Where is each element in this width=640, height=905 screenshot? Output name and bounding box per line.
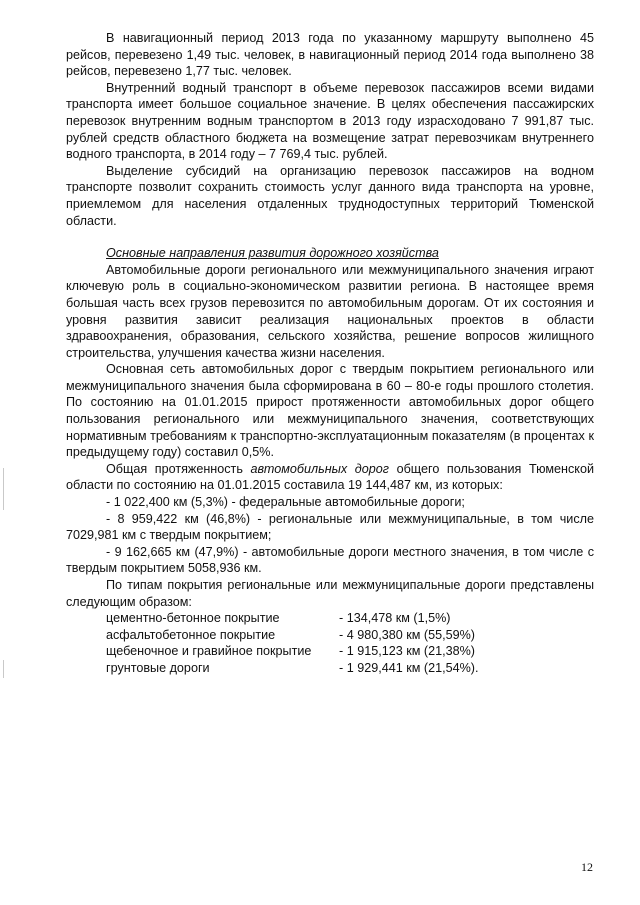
table-row [106, 627, 479, 644]
document-page [66, 30, 594, 677]
coverage-label: щебеночное и гравийное покрытие [106, 644, 312, 659]
coverage-label: асфальтобетонное покрытие [106, 627, 276, 642]
list-item-federal: - 1 022,400 км (5,3%) - федеральные автомобильные дороги; [106, 495, 465, 510]
table-row [106, 660, 479, 677]
list-item-regional: - 8 959,422 км (46,8%) - региональные или межмуниципальные, в том числе 7029,981 км с твердым покрытием; [66, 511, 594, 543]
total-length-text-start: Общая протяженность [106, 461, 251, 476]
paragraph-water-transport: Внутренний водный транспорт в объеме перевозок пассажиров всеми видами транспорта имеет большое социальное значение. В целях обеспечения пассажирских перевозок внутренним водным транспортом в 2013 году израсходовано 7 991,87 тыс. рублей средств областного бюджета на возмещение затрат перевозчикам внутреннего водного транспорта, в 2014 году – 7 769,4 тыс. рублей. [66, 80, 594, 162]
page-number: 12 [581, 860, 593, 874]
paragraph-total-length [66, 461, 594, 494]
coverage-value: - 4 980,380 км (55,59%) [339, 627, 475, 642]
coverage-label: грунтовые дороги [106, 660, 210, 675]
paragraph-subsidies: Выделение субсидий на организацию перевозок пассажиров на водном транспорте позволит сохранить стоимость услуг данного вида транспорта на уровне, приемлемом для населения отдаленных труднодоступных территорий Тюменской области. [66, 163, 594, 228]
paragraph-navigation-period: В навигационный период 2013 года по указанному маршруту выполнено 45 рейсов, перевезено 1,49 тыс. человек, в навигационный период 2014 года выполнено 38 рейсов, перевезено 1,77 тыс. человек. [66, 31, 594, 79]
section-heading: Основные направления развития дорожного хозяйства [106, 246, 439, 261]
paragraph-coverage-types: По типам покрытия региональные или межмуниципальные дороги представлены следующим образом: [66, 578, 594, 609]
total-length-italic: автомобильных дорог [250, 461, 389, 476]
scan-edge-mark [3, 468, 4, 510]
table-row [106, 610, 479, 627]
scan-edge-mark [3, 660, 4, 678]
coverage-value: - 1 929,441 км (21,54%). [339, 660, 479, 675]
total-length-text-end: общего пользования Тюменской области по состоянию на 01.01.2015 составила 19 144,487 км, из которых: [66, 461, 594, 493]
paragraph-road-importance: Автомобильные дороги регионального или межмуниципального значения играют ключевую роль в социально-экономическом развитии региона. В настоящее время большая часть всех грузов перевозится по автомобильным дорогам. От их состояния и уровня развития зависит реализация национальных проектов в области здравоохранения, образования, сельского хозяйства, решение вопросов жилищного строительства, улучшения качества жизни населения. [66, 262, 594, 360]
coverage-label: цементно-бетонное покрытие [106, 611, 280, 626]
coverage-value: - 1 915,123 км (21,38%) [339, 644, 475, 659]
list-item-local: - 9 162,665 км (47,9%) - автомобильные дороги местного значения, в том числе с твердым покрытием 5058,936 км. [66, 544, 594, 576]
coverage-table [106, 610, 479, 676]
table-row [106, 643, 479, 660]
coverage-value: - 134,478 км (1,5%) [339, 611, 451, 626]
paragraph-road-network: Основная сеть автомобильных дорог с твердым покрытием регионального или межмуниципального значения была сформирована в 60 – 80-е годы прошлого столетия. По состоянию на 01.01.2015 прирост протяженности автомобильных дорог общего пользования регионального или межмуниципального значения, соответствующих нормативным требованиям к транспортно-эксплуатационным показателям (в процентах к предыдущему году) составил 0,5%. [66, 362, 594, 460]
